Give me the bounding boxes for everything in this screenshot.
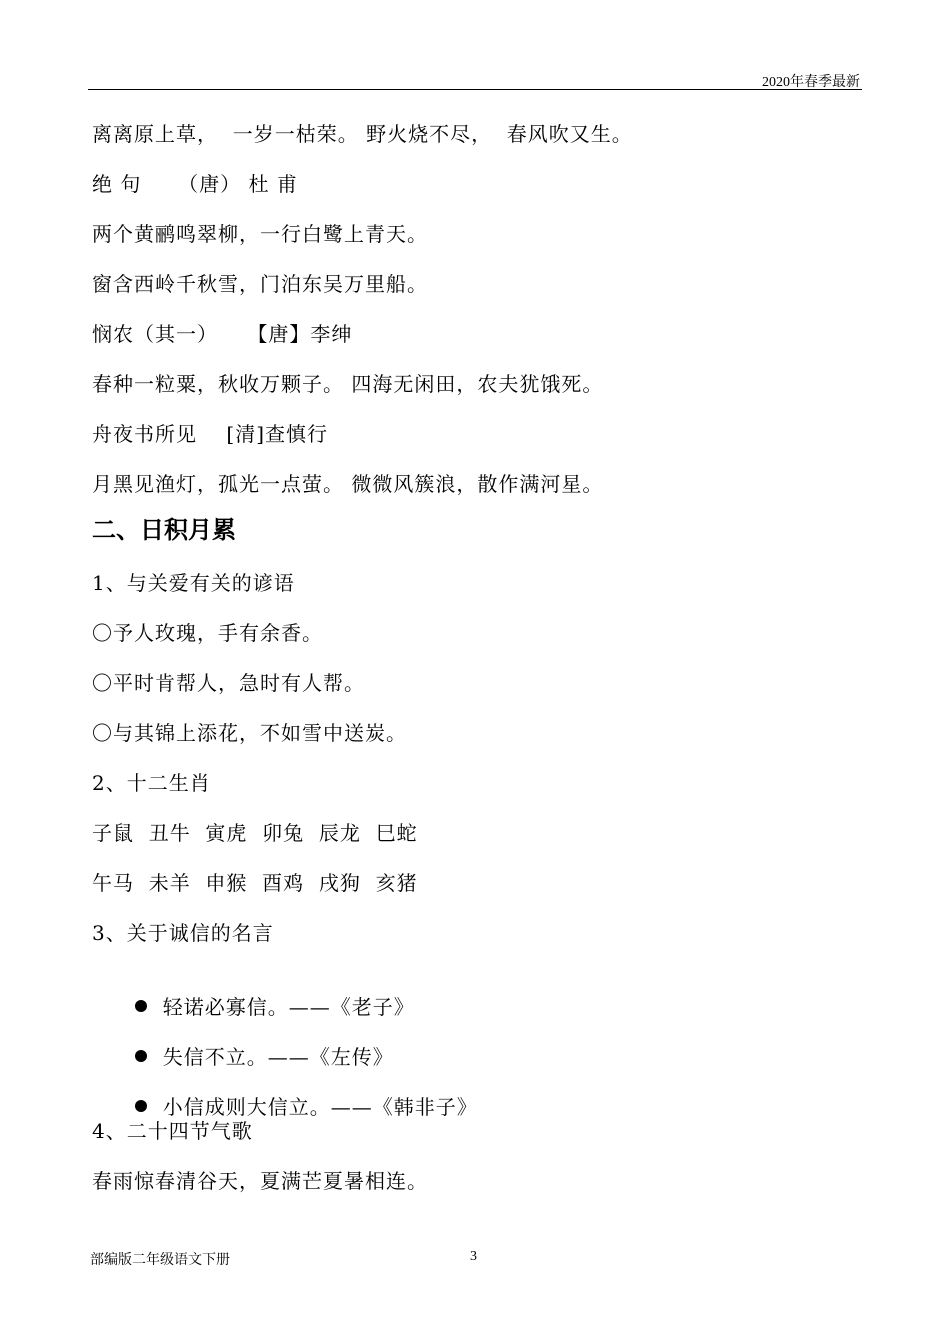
quote-text: 轻诺必寡信。——《老子》 [162,995,415,1019]
bullet-icon [135,1100,147,1112]
proverb-line: 〇平时肯帮人，急时有人帮。 [92,671,365,695]
proverb-line: 〇与其锦上添花，不如雪中送炭。 [92,721,407,745]
poem-line: 窗含西岭千秋雪，门泊东吴万里船。 [92,272,428,296]
poem-line: 月黑见渔灯，孤光一点萤。 微微风簇浪，散作满河星。 [92,472,604,496]
page-number: 3 [470,1249,477,1264]
quote-item [120,1068,478,1120]
poem-line: 两个黄鹂鸣翠柳，一行白鹭上青天。 [92,222,428,246]
zodiac-line: 子鼠 丑牛 寅虎 卯兔 辰龙 巳蛇 [92,821,418,845]
solar-term-line: 春雨惊春清谷天，夏满芒夏暑相连。 [92,1169,428,1193]
quote-item [120,1018,394,1070]
poem-line: 春种一粒粟，秋收万颗子。 四海无闲田，农夫犹饿死。 [92,372,604,396]
quote-text: 失信不立。——《左传》 [162,1045,394,1069]
subsection-heading: 2、十二生肖 [92,771,211,795]
quote-text: 小信成则大信立。——《韩非子》 [162,1095,478,1119]
section-title: 二、日积月累 [92,516,236,544]
poem-title: 绝 句 （唐） 杜 甫 [92,172,298,196]
footer-book-title: 部编版二年级语文下册 [90,1252,230,1268]
poem-title: 舟夜书所见 [清]查慎行 [92,422,329,446]
bullet-icon [135,1000,147,1012]
proverb-line: 〇予人玫瑰，手有余香。 [92,621,323,645]
subsection-heading: 3、关于诚信的名言 [92,921,274,945]
poem-line: 离离原上草， 一岁一枯荣。 野火烧不尽， 春风吹又生。 [92,122,633,146]
subsection-heading: 4、二十四节气歌 [92,1119,253,1143]
header-divider [88,89,862,90]
quote-item [120,968,415,1020]
poem-title: 悯农（其一） 【唐】李绅 [92,322,353,346]
bullet-icon [135,1050,147,1062]
page-header: 2020年春季最新 [762,75,860,90]
subsection-heading: 1、与关爱有关的谚语 [92,571,295,595]
zodiac-line: 午马 未羊 申猴 酉鸡 戌狗 亥猪 [92,871,418,895]
